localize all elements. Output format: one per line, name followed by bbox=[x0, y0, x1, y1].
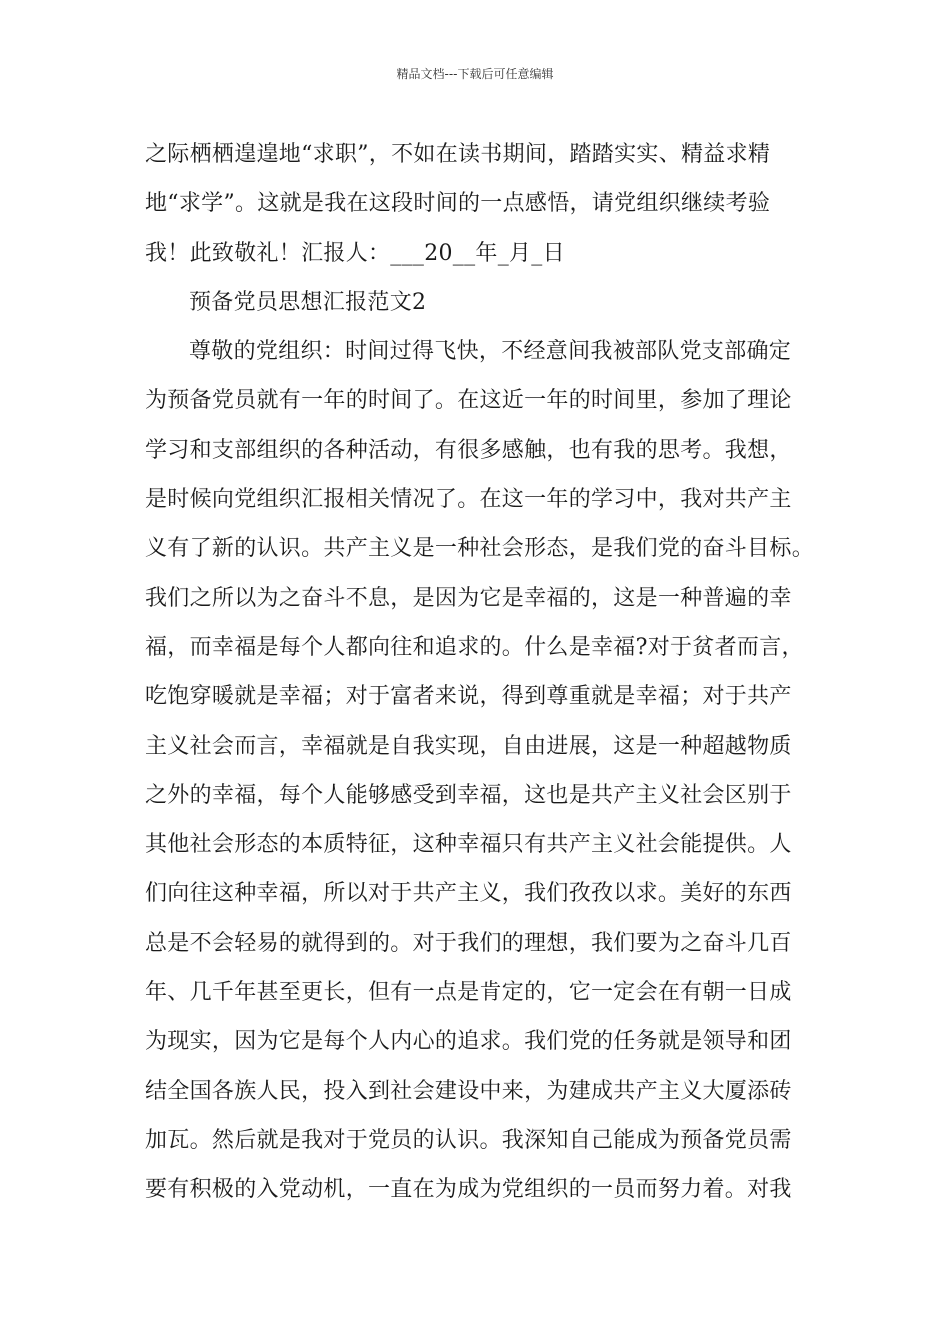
text-line: 要有积极的入党动机，一直在为成为党组织的一员而努力着。对我 bbox=[145, 1177, 792, 1203]
text-line: 总是不会轻易的就得到的。对于我们的理想，我们要为之奋斗几百 bbox=[145, 930, 792, 956]
page-header: 精品文档---下载后可任意编辑 bbox=[396, 67, 554, 81]
text-line: 其他社会形态的本质特征，这种幸福只有共产主义社会能提供。人 bbox=[145, 832, 792, 858]
text-line: 义有了新的认识。共产主义是一种社会形态，是我们党的奋斗目标。 bbox=[145, 536, 815, 562]
text-line: 之际栖栖遑遑地“求职”，不如在读书期间，踏踏实实、精益求精 bbox=[145, 142, 771, 167]
text-line: 学习和支部组织的各种活动，有很多感触，也有我的思考。我想， bbox=[145, 437, 792, 463]
text-line: 结全国各族人民，投入到社会建设中来，为建成共产主义大厦添砖 bbox=[145, 1078, 792, 1104]
text-line: 主义社会而言，幸福就是自我实现，自由进展，这是一种超越物质 bbox=[145, 733, 792, 759]
text-line: 吃饱穿暖就是幸福；对于富者来说，得到尊重就是幸福；对于共产 bbox=[145, 684, 792, 710]
text-line: 我！此致敬礼！汇报人：___20__年_月_日 bbox=[145, 240, 565, 266]
text-line: 年、几千年甚至更长，但有一点是肯定的，它一定会在有朝一日成 bbox=[145, 980, 792, 1006]
document-body bbox=[145, 130, 835, 1215]
section-title: 预备党员思想汇报范文2 bbox=[189, 289, 427, 315]
text-line: 为现实，因为它是每个人内心的追求。我们党的任务就是领导和团 bbox=[145, 1029, 792, 1055]
text-line: 地“求学”。这就是我在这段时间的一点感悟，请党组织继续考验 bbox=[145, 191, 771, 217]
text-line: 为预备党员就有一年的时间了。在这近一年的时间里，参加了理论 bbox=[145, 388, 792, 414]
text-line: 我们之所以为之奋斗不息，是因为它是幸福的，这是一种普遍的幸 bbox=[145, 585, 792, 611]
text-line: 之外的幸福，每个人能够感受到幸福，这也是共产主义社会区别于 bbox=[145, 782, 792, 808]
text-line: 加瓦。然后就是我对于党员的认识。我深知自己能成为预备党员需 bbox=[145, 1127, 792, 1153]
text-line: 福，而幸福是每个人都向往和追求的。什么是幸福?对于贫者而言， bbox=[145, 634, 804, 660]
text-line: 是时候向党组织汇报相关情况了。在这一年的学习中，我对共产主 bbox=[145, 487, 792, 513]
text-line: 们向往这种幸福，所以对于共产主义，我们孜孜以求。美好的东西 bbox=[145, 881, 792, 907]
text-line: 尊敬的党组织：时间过得飞快，不经意间我被部队党支部确定 bbox=[189, 339, 792, 365]
